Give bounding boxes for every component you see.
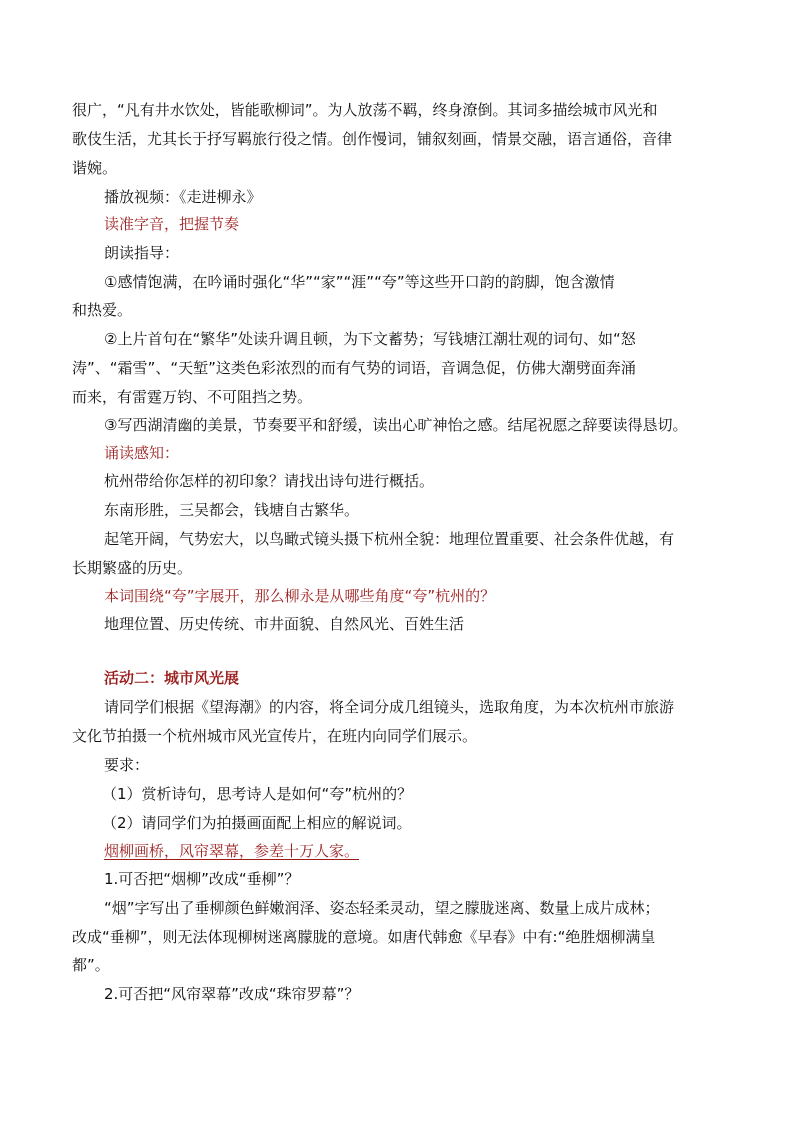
question-2: 2.可否把“风帘翠幕”改成“珠帘罗幕”？ [104,985,360,1003]
paragraph-line: 而来，有雷霆万钧、不可阻挡之势。 [72,388,313,406]
requirement-item-1: （1）赏析诗句，思考诗人是如何“夸”杭州的？ [102,785,413,803]
reading-guide-item-3: ③写西湖清幽的美景，节奏要平和舒缓，读出心旷神怡之感。结尾祝愿之辞要读得恳切。 [104,416,688,434]
section-heading-pronunciation: 读准字音，把握节奏 [104,215,240,233]
paragraph-line: 涛”、“霜雪”、“天堑”这类色彩浓烈的而有气势的词语，音调急促，仿佛大潮劈面奔涌 [72,359,636,377]
reading-guide-item-1: ①感情饱满，在吟诵时强化“华”“家”“涯”“夸”等这些开口韵的韵脚，饱含激情 [104,273,615,291]
paragraph-line: 文化节拍摄一个杭州城市风光宣传片，在班内向同学们展示。 [72,727,478,745]
analysis-line: “烟”字写出了垂柳颜色鲜嫩润泽、姿态轻柔灵动，望之朦胧迷离、数量上成片成林； [104,899,660,917]
paragraph-line: 长期繁盛的历史。 [72,559,193,577]
answer-line: 东南形胜，三吴都会，钱塘自古繁华。 [104,501,360,519]
paragraph-line: 改成“垂柳”，则无法体现柳树迷离朦胧的意境。如唐代韩愈《早春》中有:“绝胜烟柳满皇 [72,928,656,946]
activity-description: 请同学们根据《望海潮》的内容，将全词分成几组镜头，选取角度，为本次杭州市旅游 [104,698,675,716]
reading-guide-item-2: ②上片首句在“繁华”处读升调且顿，为下文蓄势；写钱塘江潮壮观的词句、如“怒 [104,330,636,348]
requirement-item-2: （2）请同学们为拍摄画面配上相应的解说词。 [102,814,412,832]
paragraph-line: 和热爱。 [72,301,133,319]
question-line-red: 本词围绕“夸”字展开，那么柳永是从哪些角度“夸”杭州的？ [104,587,496,605]
paragraph-line: 谐婉。 [72,159,118,177]
paragraph-line: 很广，“凡有井水饮处，皆能歌柳词”。为人放荡不羁，终身潦倒。其词多描绘城市风光和 [72,101,658,119]
question-1: 1.可否把“烟柳”改成“垂柳”？ [104,870,300,888]
question-line: 杭州带给你怎样的初印象？请找出诗句进行概括。 [104,472,435,490]
section-heading-perception: 诵读感知： [104,444,180,462]
requirements-label: 要求： [104,756,150,774]
paragraph-line: 都”。 [72,956,110,974]
activity-two-heading: 活动二：城市风光展 [104,669,240,687]
analysis-line: 起笔开阔，气势宏大，以鸟瞰式镜头摄下杭州全貌：地理位置重要、社会条件优越，有 [104,530,675,548]
paragraph-line: 歌伎生活，尤其长于抒写羁旅行役之情。创作慢词，铺叙刻画，情景交融，语言通俗，音律 [72,130,673,148]
reading-guide-label: 朗读指导： [104,244,180,262]
poem-quote: 烟柳画桥，风帘翠幕，参差十万人家。 [104,842,360,860]
answer-line: 地理位置、历史传统、市井面貌、自然风光、百姓生活 [104,615,465,633]
video-instruction: 播放视频：《走进柳永》 [104,188,262,206]
document-page [72,0,722,1123]
